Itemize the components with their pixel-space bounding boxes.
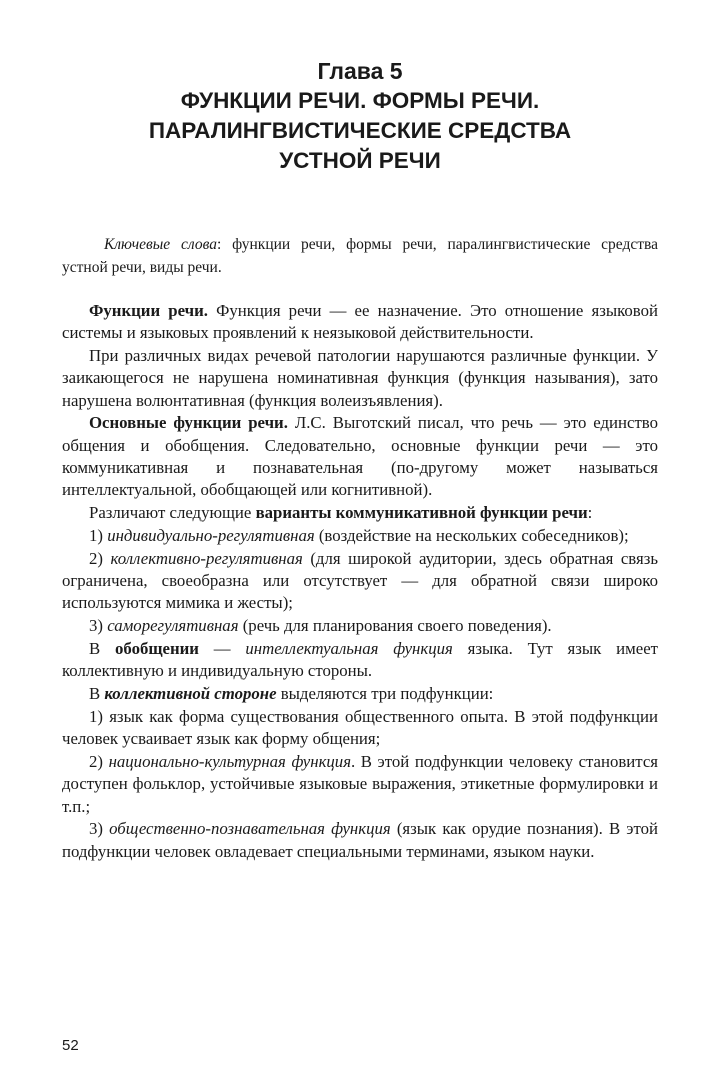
text-run: В	[89, 684, 105, 704]
keywords-label: Ключевые слова	[104, 236, 217, 253]
text-run: 3)	[89, 819, 110, 839]
text-run: национально-культурная функция	[108, 751, 351, 771]
text-run: (речь для планирования своего поведения).	[238, 616, 552, 636]
paragraph	[62, 818, 658, 863]
text-run: коллективной стороне	[104, 684, 277, 704]
text-run: В	[89, 638, 116, 658]
chapter-title-line-1: ФУНКЦИИ РЕЧИ. ФОРМЫ РЕЧИ.	[180, 88, 540, 113]
paragraph	[62, 751, 658, 818]
paragraph	[62, 412, 658, 501]
body-text	[62, 300, 658, 863]
text-run: выделяются три подфункции:	[276, 684, 494, 704]
text-run: интеллектуальная функция	[245, 638, 453, 658]
text-run: Основные функции речи.	[89, 413, 288, 433]
chapter-number: Глава 5	[317, 58, 403, 84]
paragraph	[62, 683, 658, 705]
paragraph	[62, 638, 658, 683]
text-run: (язык как орудие познания). В этой подфункции человек овладевает специальными терминами, языком науки.	[62, 819, 658, 861]
text-run: саморегулятивная	[107, 616, 239, 636]
chapter-title-line-3: УСТНОЙ РЕЧИ	[279, 148, 441, 173]
paragraph	[62, 706, 658, 751]
text-run: 1) язык как форма существования общественного опыта. В этой подфункции человек усваивает язык как форму общения;	[62, 706, 658, 749]
text-run: обобщении	[115, 638, 199, 658]
text-run: 1)	[89, 525, 108, 545]
text-run: (воздействие на нескольких собеседников);	[314, 525, 629, 545]
text-run: 2)	[89, 751, 109, 771]
text-run: Л.С. Выготский писал, что речь — это единство общения и обобщения. Следовательно, основные функции речи — это коммуникативная и познавательная (по-другому может называться интеллектуальной, обобщающей или когнитивной).	[62, 413, 658, 500]
text-run: (для широкой аудитории, здесь обратная связь ограничена, своеобразна или отсутствует — для обратной связи широко используются мимика и жесты);	[62, 548, 658, 613]
text-run: Различают следующие	[89, 503, 256, 523]
text-run: При различных видах речевой патологии нарушаются различные функции. У заикающегося не нарушена номинативная функция (функция называния), зато нарушена волюнтативная (функция волеизъявления).	[62, 346, 658, 410]
paragraph	[62, 525, 658, 547]
text-run: Функции речи.	[89, 301, 208, 320]
keywords-block	[62, 233, 658, 279]
paragraph	[62, 548, 658, 615]
text-run: . В этой подфункции человеку становится доступен фольклор, устойчивые языковые выражения, этикетные формулировки и т.п.;	[62, 751, 658, 816]
paragraph	[62, 502, 658, 524]
text-run: :	[587, 503, 593, 523]
text-run: варианты коммуникативной функции речи	[255, 503, 588, 523]
text-run: 2)	[89, 548, 111, 568]
paragraph	[62, 300, 658, 345]
chapter-title-line-2: ПАРАЛИНГВИСТИЧЕСКИЕ СРЕДСТВА	[148, 118, 572, 143]
text-run: общественно-познавательная функция	[109, 819, 391, 839]
text-run: —	[198, 638, 246, 658]
text-run: коллективно-регулятивная	[110, 548, 303, 568]
keywords-text: : функции речи, формы речи, паралингвистические средства устной речи, виды речи.	[62, 236, 659, 276]
page-number: 52	[62, 1037, 79, 1054]
text-run: индивидуально-регулятивная	[107, 525, 315, 545]
chapter-heading	[60, 56, 660, 176]
paragraph	[62, 345, 658, 412]
text-run: Функция речи — ее назначение. Это отношение языковой системы и языковых проявлений к неязыковой действительности.	[62, 301, 658, 343]
paragraph	[62, 615, 658, 637]
text-run: 3)	[89, 616, 108, 636]
text-run: языка. Тут язык имеет коллективную и индивидуальную стороны.	[62, 638, 658, 681]
